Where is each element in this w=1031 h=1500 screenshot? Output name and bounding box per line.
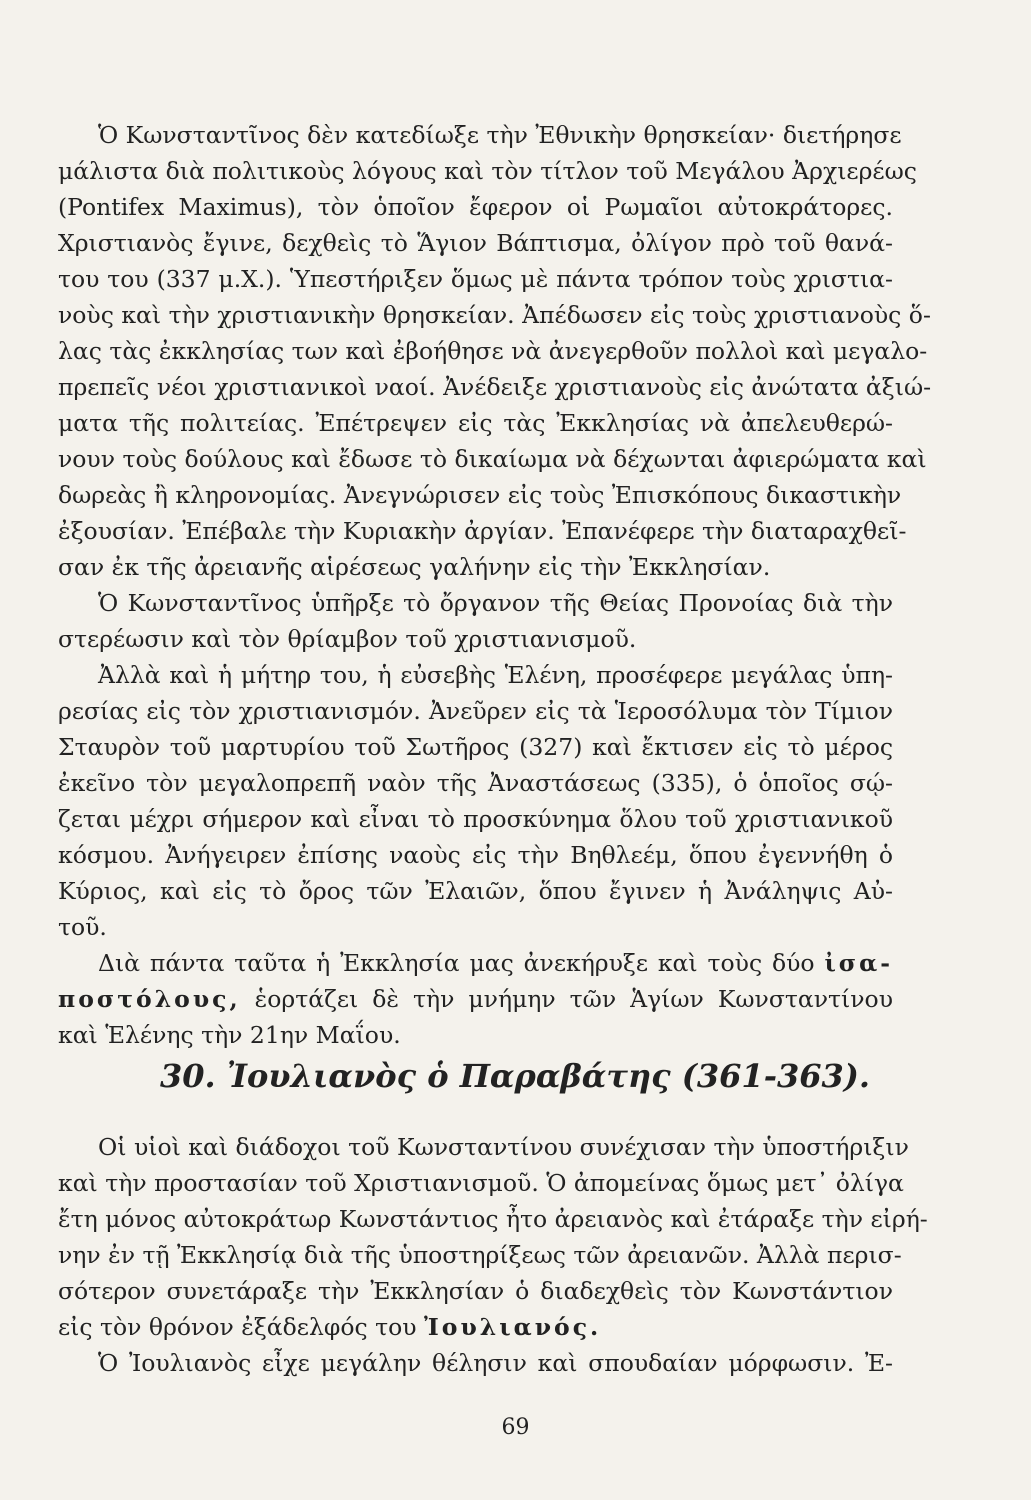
text-line — [58, 984, 893, 1014]
text-segment: εἰς τὸν θρόνον ἐξάδελφός του — [58, 1313, 417, 1341]
text-line: Ὁ Κωνσταντῖνος δὲν κατεδίωξε τὴν Ἐθνικὴν θρησκείαν· διετήρησε — [98, 121, 902, 149]
text-line: του του (337 μ.Χ.). Ὑπεστήριξεν ὅμως μὲ πάντα τρόπον τοὺς χριστια- — [58, 265, 893, 293]
text-line: κόσμου. Ἀνήγειρεν ἐπίσης ναοὺς εἰς τὴν Βηθλεέμ, ὅπου ἐγεννήθη ὁ — [58, 841, 893, 869]
text-line: ρεσίας εἰς τὸν χριστιανισμόν. Ἀνεῦρεν εἰς τὰ Ἱεροσόλυμα τὸν Τίμιον — [58, 697, 893, 725]
text-line: σότερον συνετάραξε τὴν Ἐκκλησίαν ὁ διαδεχθεὶς τὸν Κωνστάντιον — [58, 1277, 893, 1305]
text-line: Ἀλλὰ καὶ ἡ μήτηρ του, ἡ εὐσεβὴς Ἑλένη, προσέφερε μεγάλας ὑπη- — [98, 661, 893, 689]
section-heading: 30. Ἰουλιανὸς ὁ Παραβάτης (361-363). — [160, 1057, 871, 1095]
text-line: Ὁ Κωνσταντῖνος ὑπῆρξε τὸ ὄργανον τῆς Θείας Προνοίας διὰ τὴν — [98, 589, 893, 617]
emphasized-term: ἰσα- — [824, 949, 893, 977]
text-segment: Διὰ πάντα ταῦτα ἡ Ἐκκλησία μας ἀνεκήρυξε καὶ τοὺς δύο — [98, 949, 815, 977]
text-line — [58, 1312, 893, 1342]
text-line: στερέωσιν καὶ τὸν θρίαμβον τοῦ χριστιανισμοῦ. — [58, 625, 637, 653]
text-line — [98, 948, 893, 978]
text-line: Κύριος, καὶ εἰς τὸ ὄρος τῶν Ἐλαιῶν, ὅπου ἔγινεν ἡ Ἀνάληψις Αὐ- — [58, 877, 893, 905]
text-line: νουν τοὺς δούλους καὶ ἔδωσε τὸ δικαίωμα νὰ δέχωνται ἀφιερώματα καὶ — [58, 445, 927, 473]
text-line: (Pontifex Maximus), τὸν ὁποῖον ἔφερον οἱ Ρωμαῖοι αὐτοκράτορες. — [58, 193, 893, 221]
text-line: ἐκεῖνο τὸν μεγαλοπρεπῆ ναὸν τῆς Ἀναστάσεως (335), ὁ ὁποῖος σῴ- — [58, 769, 893, 797]
page-number: 69 — [501, 1415, 530, 1440]
text-line: ζεται μέχρι σήμερον καὶ εἶναι τὸ προσκύνημα ὅλου τοῦ χριστιανικοῦ — [58, 805, 893, 833]
text-line: σαν ἐκ τῆς ἀρειανῆς αἱρέσεως γαλήνην εἰς τὴν Ἐκκλησίαν. — [58, 553, 771, 581]
text-line: Χριστιανὸς ἔγινε, δεχθεὶς τὸ Ἅγιον Βάπτισμα, ὀλίγον πρὸ τοῦ θανά- — [58, 229, 893, 257]
text-line: λας τὰς ἐκκλησίας των καὶ ἐβοήθησε νὰ ἀνεγερθοῦν πολλοὶ καὶ μεγαλο- — [58, 337, 928, 365]
text-line: δωρεὰς ἢ κληρονομίας. Ἀνεγνώρισεν εἰς τοὺς Ἐπισκόπους δικαστικὴν — [58, 481, 902, 509]
text-line: Σταυρὸν τοῦ μαρτυρίου τοῦ Σωτῆρος (327) καὶ ἔκτισεν εἰς τὸ μέρος — [58, 733, 893, 761]
text-line: νην ἐν τῇ Ἐκκλησίᾳ διὰ τῆς ὑποστηρίξεως τῶν ἀρειανῶν. Ἀλλὰ περισ- — [58, 1241, 902, 1269]
text-line: ἐξουσίαν. Ἐπέβαλε τὴν Κυριακὴν ἀργίαν. Ἐπανέφερε τὴν διαταραχθεῖ- — [58, 517, 907, 545]
text-line: ματα τῆς πολιτείας. Ἐπέτρεψεν εἰς τὰς Ἐκκλησίας νὰ ἀπελευθερώ- — [58, 409, 893, 437]
text-line: καὶ Ἑλένης τὴν 21ην Μαΐου. — [58, 1021, 401, 1049]
text-line: πρεπεῖς νέοι χριστιανικοὶ ναοί. Ἀνέδειξε χριστιανοὺς εἰς ἀνώτατα ἀξιώ- — [58, 373, 932, 401]
emphasized-term: Ἰουλιανός. — [424, 1313, 602, 1341]
emphasized-term: ποστόλους, — [58, 985, 241, 1013]
text-segment: ἑορτάζει δὲ τὴν μνήμην τῶν Ἁγίων Κωνσταντίνου — [254, 985, 893, 1013]
text-line: μάλιστα διὰ πολιτικοὺς λόγους καὶ τὸν τίτλον τοῦ Μεγάλου Ἀρχιερέως — [58, 157, 917, 185]
text-line: Ὁ Ἰουλιανὸς εἶχε μεγάλην θέλησιν καὶ σπουδαίαν μόρφωσιν. Ἐ- — [98, 1349, 893, 1377]
text-line: Οἱ υἱοὶ καὶ διάδοχοι τοῦ Κωνσταντίνου συνέχισαν τὴν ὑποστήριξιν — [98, 1133, 909, 1161]
text-line: καὶ τὴν προστασίαν τοῦ Χριστιανισμοῦ. Ὁ ἀπομείνας ὅμως μετ᾽ ὀλίγα — [58, 1169, 904, 1197]
text-line: νοὺς καὶ τὴν χριστιανικὴν θρησκείαν. Ἀπέδωσεν εἰς τοὺς χριστιανοὺς ὅ- — [58, 301, 931, 329]
text-line: τοῦ. — [58, 913, 107, 941]
text-line: ἔτη μόνος αὐτοκράτωρ Κωνστάντιος ἦτο ἀρειανὸς καὶ ἐτάραξε τὴν εἰρή- — [58, 1205, 928, 1233]
